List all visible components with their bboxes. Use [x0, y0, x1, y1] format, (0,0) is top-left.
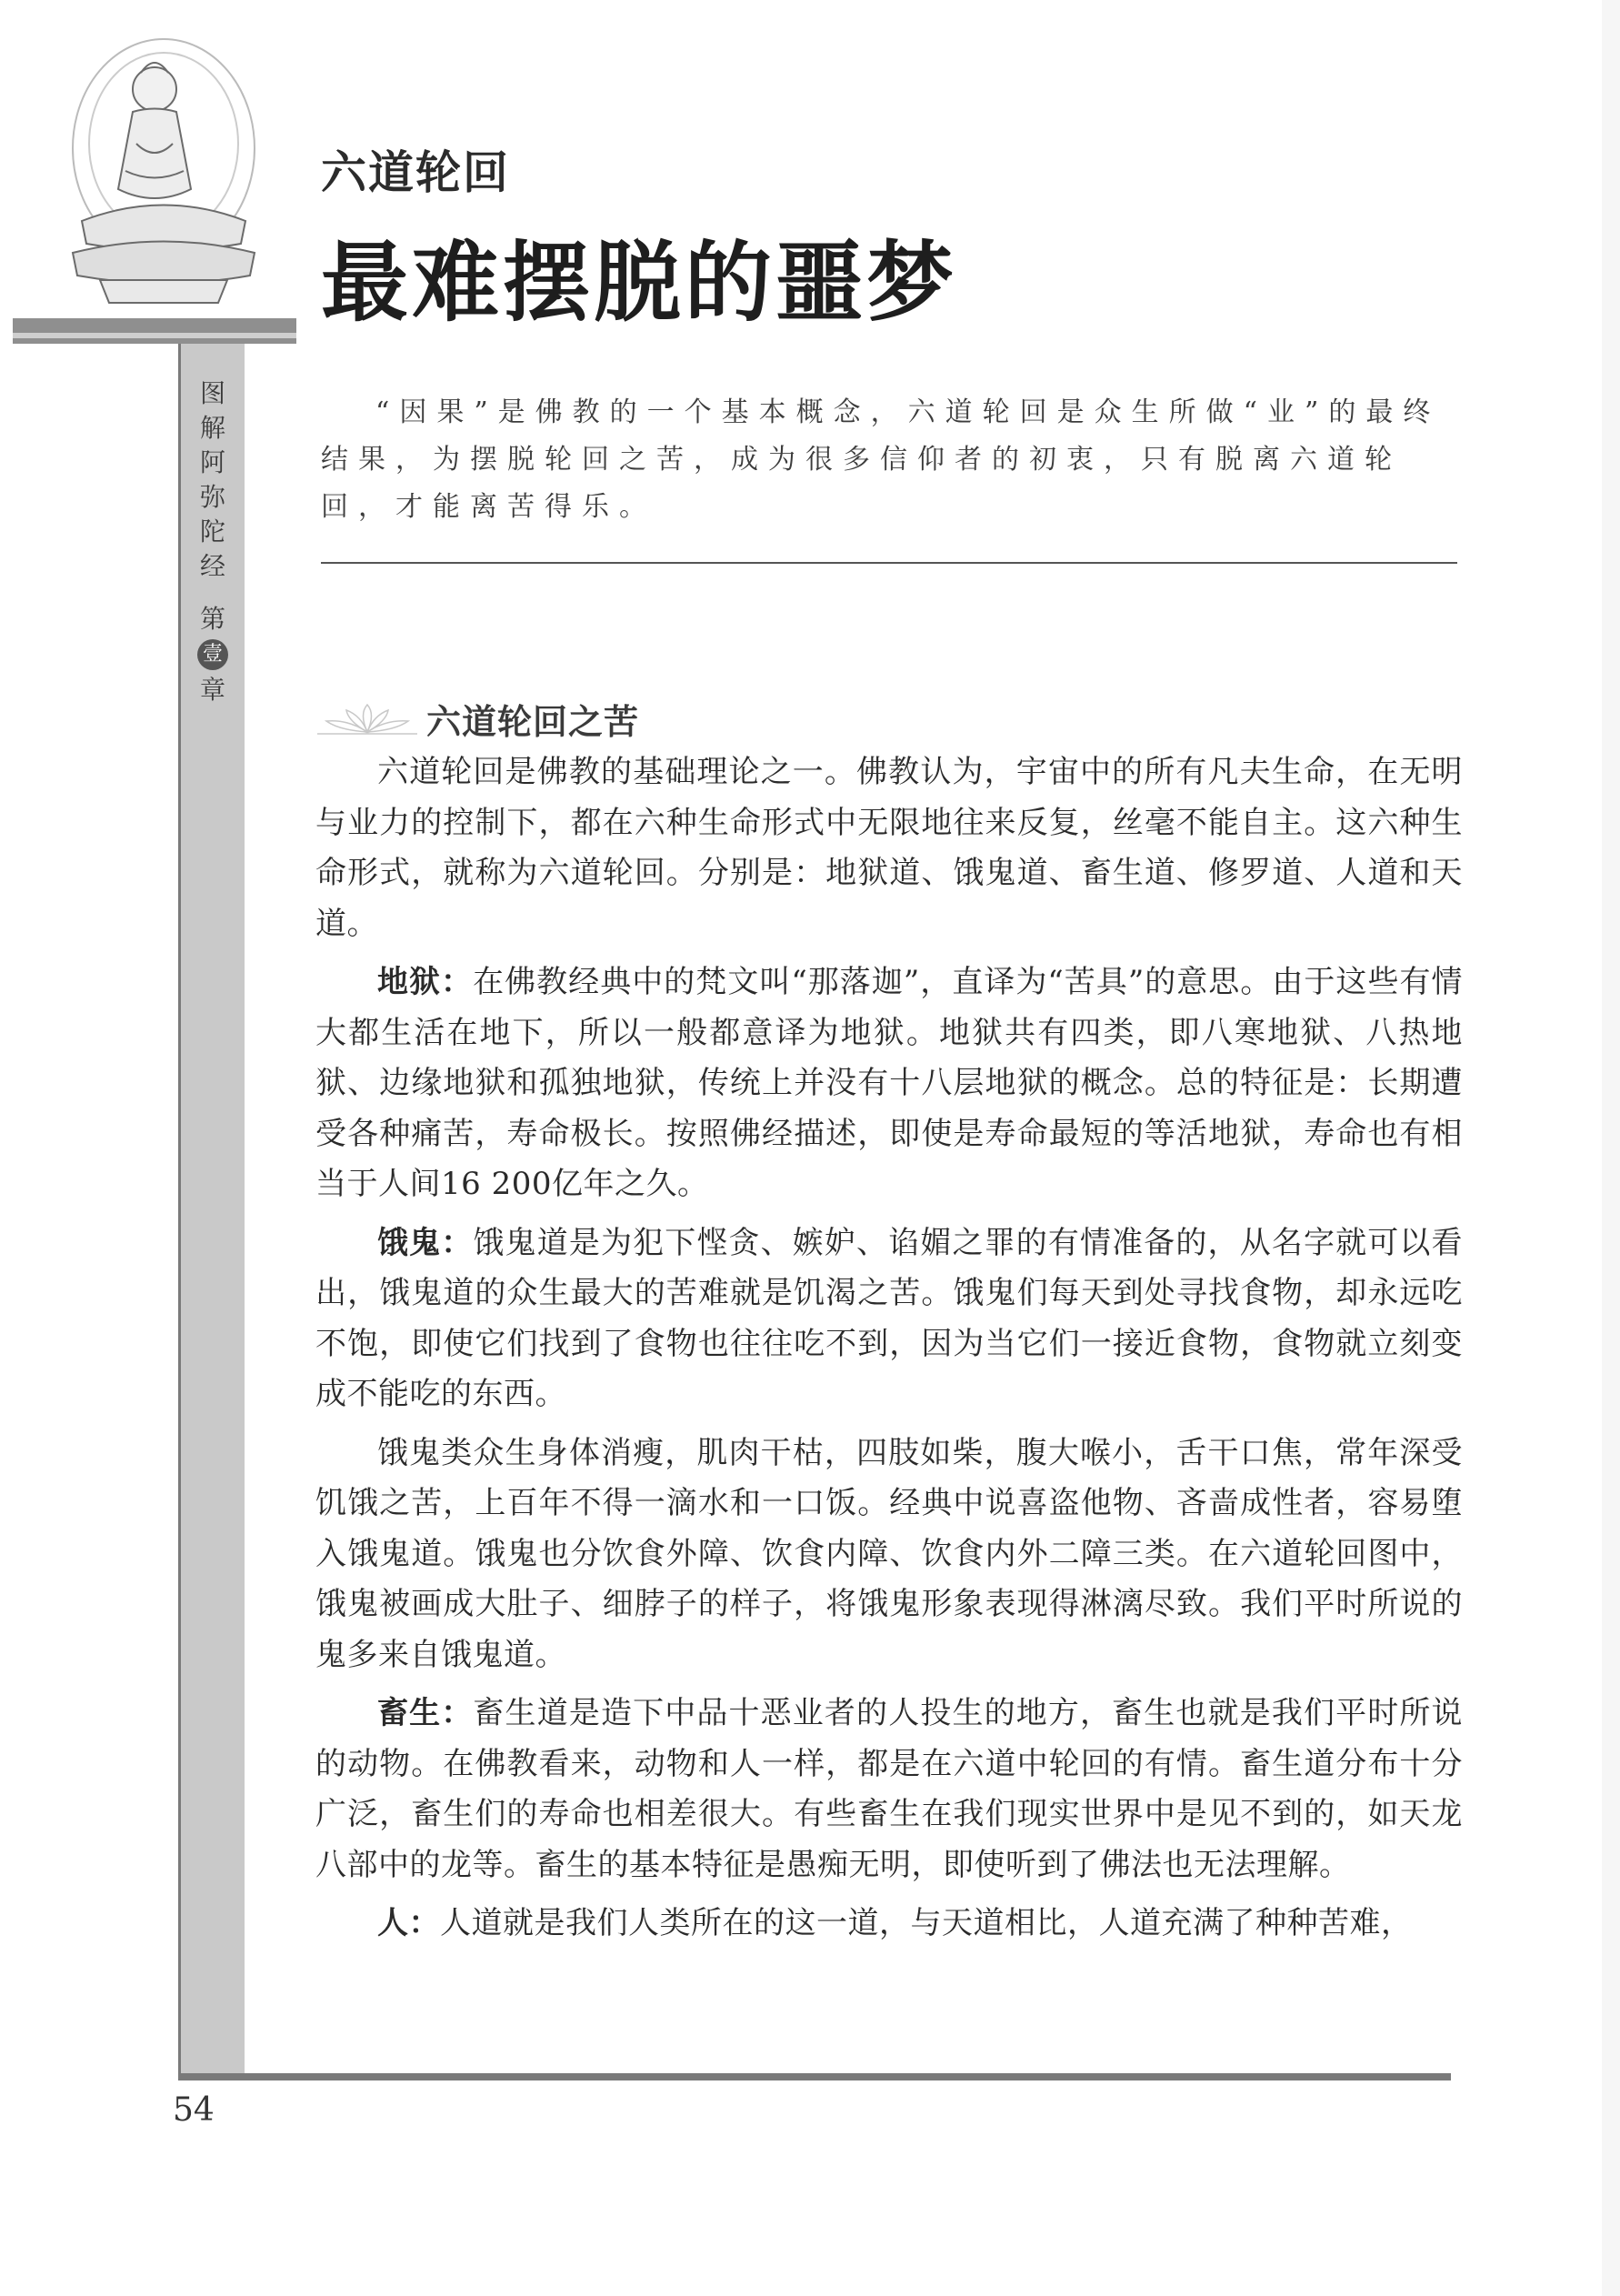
paragraph-term: 畜生： [377, 1695, 474, 1731]
intro-divider [321, 562, 1457, 564]
sidebar-char: 弥 [199, 482, 225, 512]
sidebar-char: 解 [199, 413, 225, 443]
paragraph-text: 饿鬼道是为犯下悭贪、嫉妒、谄媚之罪的有情准备的，从名字就可以看出，饿鬼道的众生最大的苦难就是饥渴之苦。饿鬼们每天到处寻找食物，却永远吃不饱，即使它们找到了食物也往往吃不到，因为当它们一接近食物，食物就立刻变成不能吃的东西。 [315, 1224, 1464, 1412]
sidebar-char: 经 [199, 551, 225, 581]
chapter-sidebar [178, 344, 245, 2073]
paragraph [315, 747, 1463, 949]
paragraph [315, 1218, 1463, 1420]
chapter-number-badge: 壹 [197, 639, 228, 670]
body-text [315, 747, 1463, 1958]
paragraph-term: 地狱： [377, 964, 474, 1000]
paragraph-term: 饿鬼： [377, 1224, 474, 1261]
page-subtitle: 六道轮回 [321, 145, 510, 199]
paragraph [315, 1899, 1463, 1950]
lotus-icon [314, 701, 421, 737]
chapter-suffix: 章 [199, 675, 225, 705]
sidebar-book-title [181, 376, 245, 707]
section-title: 六道轮回之苦 [426, 702, 640, 742]
paragraph-text: 饿鬼类众生身体消瘦，肌肉干枯，四肢如柴，腹大喉小，舌干口焦，常年深受饥饿之苦，上百年不得一滴水和一口饭。经典中说喜盗他物、吝啬成性者，容易堕入饿鬼道。饿鬼也分饮食外障、饮食内障、饮食内外二障三类。在六道轮回图中，饿鬼被画成大肚子、细脖子的样子，将饿鬼形象表现得淋漓尽致。我们平时所说的鬼多来自饿鬼道。 [315, 1434, 1463, 1673]
paragraph-text: 人道就是我们人类所在的这一道，与天道相比，人道充满了种种苦难， [440, 1905, 1413, 1941]
buddha-emblem-icon [45, 25, 282, 326]
paragraph-text: 畜生道是造下中品十恶业者的人投生的地方，畜生也就是我们平时所说的动物。在佛教看来，动物和人一样，都是在六道中轮回的有情。畜生道分布十分广泛，畜生们的寿命也相差很大。有些畜生在我们现实世界中是见不到的，如天龙八部中的龙等。畜生的基本特征是愚痴无明，即使听到了佛法也无法理解。 [315, 1695, 1464, 1883]
page-number: 54 [173, 2091, 215, 2129]
intro-paragraph: “因果”是佛教的一个基本概念，六道轮回是众生所做“业”的最终结果，为摆脱轮回之苦，成为很多信仰者的初衷，只有脱离六道轮回，才能离苦得乐。 [321, 396, 1441, 523]
paragraph-text: 六道轮回是佛教的基础理论之一。佛教认为，宇宙中的所有凡夫生命，在无明与业力的控制下，都在六种生命形式中无限地往来反复，丝毫不能自主。这六种生命形式，就称为六道轮回。分别是：地狱道、饿鬼道、畜生道、修罗道、人道和天道。 [315, 754, 1463, 942]
sidebar-char: 阿 [199, 447, 225, 477]
sidebar-frame-top-inner [13, 333, 296, 338]
paragraph [315, 1689, 1463, 1890]
sidebar-char: 陀 [199, 516, 225, 546]
paragraph [315, 1429, 1463, 1681]
paragraph-term: 人： [377, 1905, 440, 1941]
sidebar-frame-top [13, 318, 296, 344]
footer-rule [178, 2073, 1451, 2080]
sidebar-char: 图 [199, 378, 225, 408]
chapter-prefix: 第 [199, 604, 225, 634]
paragraph [315, 958, 1463, 1210]
paragraph-text: 在佛教经典中的梵文叫“那落迦”，直译为“苦具”的意思。由于这些有情大都生活在地下，所以一般都意译为地狱。地狱共有四类，即八寒地狱、八热地狱、边缘地狱和孤独地狱，传统上并没有十八层地狱的概念。总的特征是：长期遭受各种痛苦，寿命极长。按照佛经描述，即使是寿命最短的等活地狱，寿命也有相当于人间16 200亿年之久。 [315, 964, 1464, 1202]
page-title: 最难摆脱的噩梦 [321, 231, 957, 334]
section-heading [314, 694, 639, 744]
